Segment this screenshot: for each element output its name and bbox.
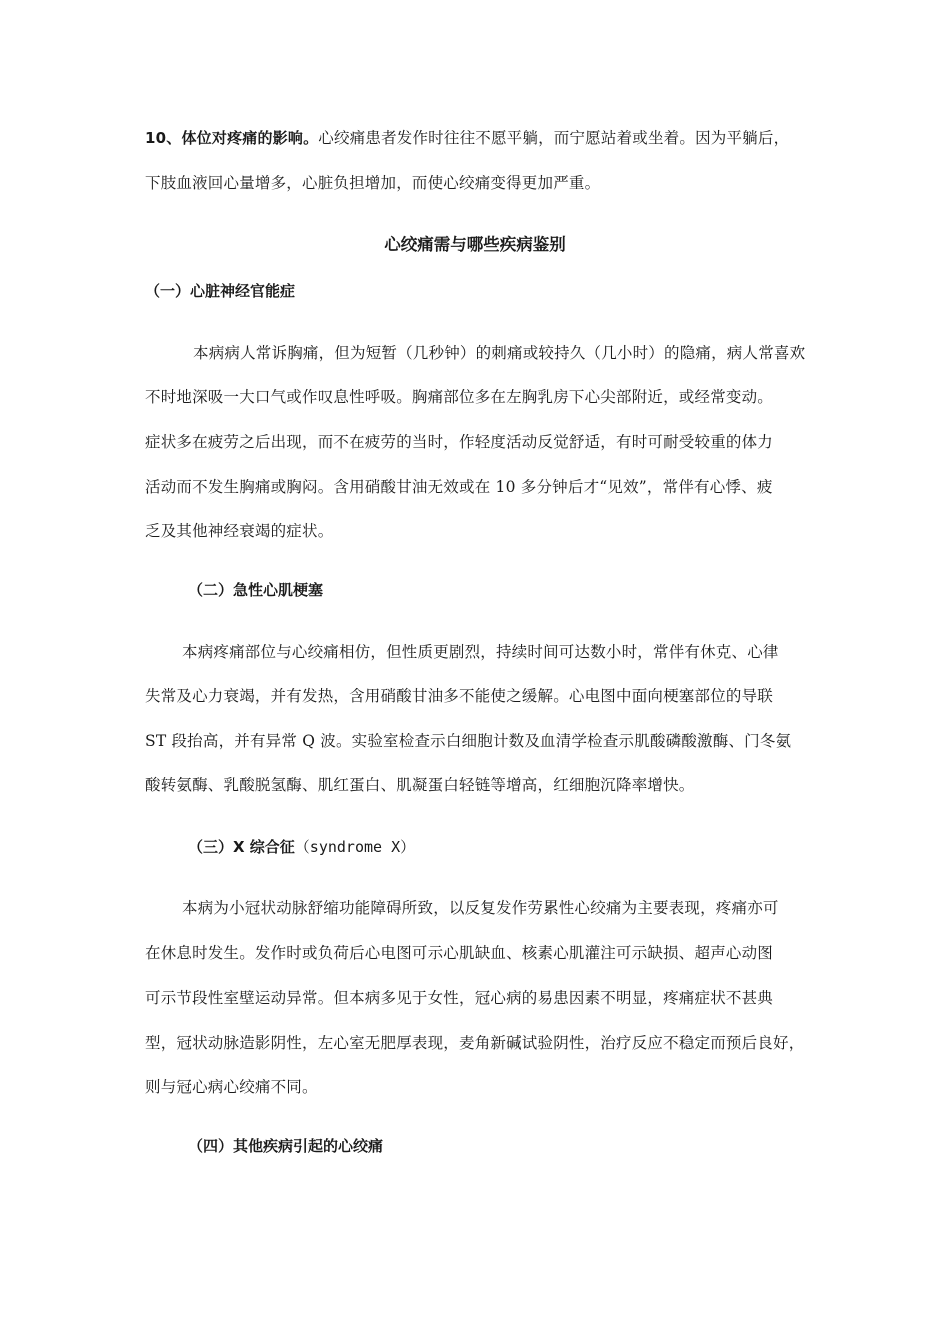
section-4-heading: （四）其他疾病引起的心绞痛 — [188, 1137, 384, 1155]
section-1-line-1: 本病病人常诉胸痛，但为短暂（几秒钟）的刺痛或较持久（几小时）的隐痛，病人常喜欢 — [193, 344, 806, 362]
section-1-heading: （一）心脏神经官能症 — [145, 282, 296, 300]
intro-line-2: 下肢血液回心量增多，心脏负担增加，而使心绞痛变得更加严重。 — [145, 174, 601, 192]
section-3-line-1: 本病为小冠状动脉舒缩功能障碍所致，以反复发作劳累性心绞痛为主要表现，疼痛亦可 — [182, 899, 779, 917]
section-2-heading: （二）急性心肌梗塞 — [188, 581, 324, 599]
section-3-line-5: 则与冠心病心绞痛不同。 — [145, 1078, 318, 1096]
section-3-heading — [188, 837, 415, 857]
section-3-line-2: 在休息时发生。发作时或负荷后心电图可示心肌缺血、核素心肌灌注可示缺损、超声心动图 — [145, 944, 774, 962]
section-2-line-1: 本病疼痛部位与心绞痛相仿，但性质更剧烈，持续时间可达数小时，常伴有休克、心律 — [182, 643, 779, 661]
section-3-heading-english: （syndrome X） — [294, 838, 416, 856]
section-1-line-4: 活动而不发生胸痛或胸闷。含用硝酸甘油无效或在 10 多分钟后才“见效”，常伴有心悸、疲 — [145, 478, 773, 496]
section-3-heading-main: （三）X 综合征 — [188, 838, 295, 856]
intro-lead-bold: 10、体位对疼痛的影响。 — [145, 129, 319, 147]
section-1-line-2: 不时地深吸一大口气或作叹息性呼吸。胸痛部位多在左胸乳房下心尖部附近，或经常变动。 — [145, 388, 774, 406]
section-2-line-4: 酸转氨酶、乳酸脱氢酶、肌红蛋白、肌凝蛋白轻链等增高，红细胞沉降率增快。 — [145, 776, 695, 794]
section-2-line-3: ST 段抬高，并有异常 Q 波。实验室检查示白细胞计数及血清学检查示肌酸磷酸激酶、门冬氨 — [145, 732, 792, 750]
intro-line-1 — [145, 128, 825, 148]
intro-line-1-text: 心绞痛患者发作时往往不愿平躺，而宁愿站着或坐着。因为平躺后， — [318, 129, 790, 147]
section-1-line-5: 乏及其他神经衰竭的症状。 — [145, 522, 334, 540]
page-title: 心绞痛需与哪些疾病鉴别 — [384, 235, 566, 254]
section-3-line-4: 型，冠状动脉造影阴性，左心室无肥厚表现，麦角新碱试验阴性，治疗反应不稳定而预后良好， — [145, 1034, 805, 1052]
section-2-line-2: 失常及心力衰竭，并有发热，含用硝酸甘油多不能使之缓解。心电图中面向梗塞部位的导联 — [145, 687, 774, 705]
section-3-line-3: 可示节段性室壁运动异常。但本病多见于女性，冠心病的易患因素不明显，疼痛症状不甚典 — [145, 989, 774, 1007]
section-1-line-3: 症状多在疲劳之后出现，而不在疲劳的当时，作轻度活动反觉舒适，有时可耐受较重的体力 — [145, 433, 774, 451]
